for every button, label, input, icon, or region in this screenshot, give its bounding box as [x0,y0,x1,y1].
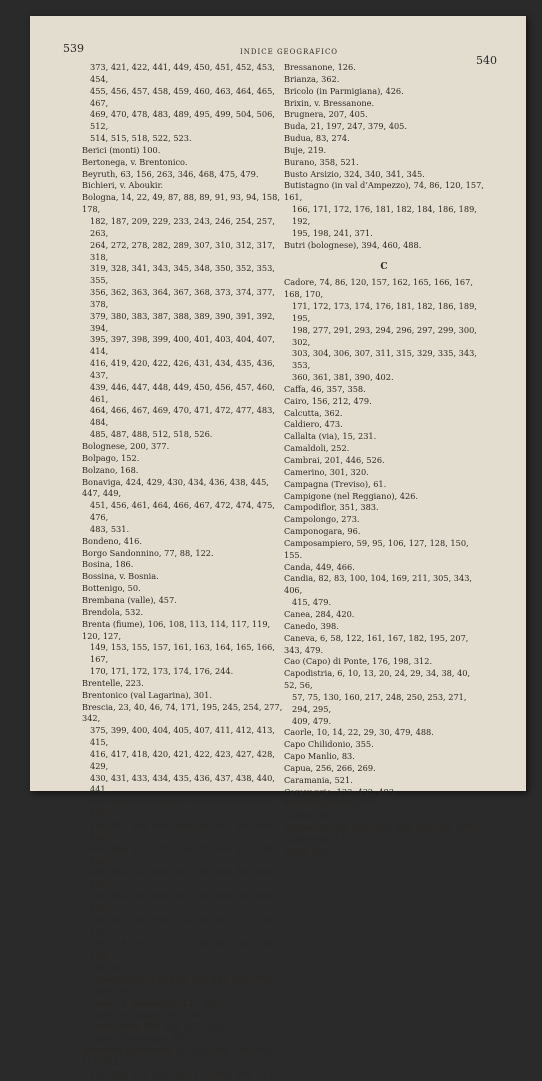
index-entry-line: Campigone (nel Reggiano), 426. [284,490,419,501]
index-entry-line: » porta S. Alessandro, 437, 445. [88,997,222,1008]
index-entry [284,384,484,396]
index-entry-line: 418, 419, 421, 422, 425, 477, 481, 494, 512. [90,1068,275,1079]
index-entry [82,453,284,465]
index-entry [284,431,484,443]
index-entry-line: Capodistria, 6, 10, 13, 20, 24, 29, 34, 38, 40, 52, 56, [284,668,471,691]
index-entry [82,192,284,441]
index-entry-line: 182, 187, 209, 229, 233, 243, 246, 254, 257, 263, [90,215,275,238]
index-entry-line: Buje, 219. [284,144,327,155]
index-entry-line: 518, 519, 520, 522, 523, 524, 525, 526, 528, 529, [90,938,275,961]
index-entry-line: Brentonico (val Lagarina), 301. [82,689,212,700]
index-entry [82,145,284,157]
index-entry-line: 455, 456, 457, 458, 459, 460, 463, 464, 465, 467, [90,85,275,108]
index-entry-line: Caramania, 521. [284,774,353,785]
index-entry-line: Carpenedo, 117. [284,834,353,844]
index-entry [82,690,284,702]
index-entry-line: Brembana (valle), 457. [82,594,177,605]
index-entry-line: Cadore, 74, 86, 120, 157, 162, 165, 166, 167, 168, 170, [284,277,473,300]
index-entry [284,74,484,86]
running-header: INDICE GEOGRAFICO [240,48,339,56]
index-entry-line: 485, 487, 488, 512, 518, 526. [90,429,213,440]
index-entry-line: » porta S. Nazaro, 505, 508, 510. [88,1009,227,1020]
index-entry-line: Capo Manlio, 83. [284,751,355,762]
index-entry [82,548,284,560]
index-entry-line: Caorle, 10, 14, 22, 29, 30, 479, 488. [284,727,434,738]
index-entry-line: 483, 531. [90,523,130,534]
index-entry-line: 416, 419, 420, 422, 426, 431, 434, 435, 436, 437, [90,358,275,380]
index-entry-line: Bolzano, 168. [82,464,139,475]
index-entry [82,998,284,1010]
index-entry-line: Bonaviga, 424, 429, 430, 434, 436, 438, 445, 447, 449, [82,476,269,499]
page-number-right: 540 [476,54,497,67]
index-entry-line: 373, 421, 422, 441, 449, 450, 451, 452, 453, 454, [90,62,275,84]
index-entry-line: 171, 172, 173, 174, 176, 181, 182, 186, 189, 195, [292,301,477,323]
index-entry [82,595,284,607]
index-entry [82,1045,284,1081]
index-entry [284,121,484,133]
index-entry-line: Carlino, 31. [284,810,333,821]
index-entry-line: Butistagno (in val d’Ampezzo), 74, 86, 120, 157, 161, [284,180,484,203]
index-entry-line: 451, 456, 461, 464, 466, 467, 472, 474, 475, 476, [90,500,275,523]
index-entry-line: Bresciana (provincia), 36, 181, 206, 209, 244, 411, 412, [82,1045,273,1067]
index-entry-line: Brendola, 532. [82,606,144,617]
index-entry [284,443,484,455]
index-entry-line: Capo Chilidonio, 355. [284,739,374,750]
index-entry [82,441,284,453]
index-entry [284,668,484,727]
index-entry [284,573,484,609]
index-entry-line: 395, 397, 398, 399, 400, 401, 403, 404, 407, 414, [90,334,275,357]
index-entry-line: Bolpago, 152. [82,452,140,463]
index-entry-line: Borgo Sandonnino, 77, 88, 122. [82,547,214,558]
index-entry-line: Cambrai, 201, 446, 526. [284,455,385,465]
index-entry-line: 456, 457, 458, 459, 460, 461, 463, 464, 465, 466, [90,820,275,842]
right-index-column [284,62,484,858]
index-entry-line: 319, 328, 341, 343, 345, 348, 350, 352, 353, 355, [90,263,275,286]
index-entry-line: Bressanone, 126. [284,62,356,72]
index-entry [284,396,484,408]
index-entry [284,633,484,657]
index-entry [284,109,484,121]
index-entry [284,491,484,503]
index-entry [284,514,484,526]
index-entry [284,479,484,491]
index-entry-line: Canda, 449, 466. [284,561,355,572]
index-entry [284,621,484,633]
index-entry-line: 430, 431, 433, 434, 435, 436, 437, 438, 440, 441, [90,772,275,795]
index-entry [284,798,484,810]
index-entry [284,739,484,751]
index-entry-line: Brugnera, 207, 405. [284,109,368,120]
index-entry-line: 375, 399, 400, 404, 405, 407, 411, 412, 413, 415, [90,725,275,748]
left-index-column [82,62,284,1081]
index-entry [284,86,484,98]
index-entry [82,619,284,678]
index-entry-line: 303, 304, 306, 307, 311, 315, 329, 335, 343, 353, [292,348,477,371]
index-entry-line: 149, 153, 155, 157, 161, 163, 164, 165, 166, 167, [90,642,275,665]
index-entry-line: 360, 361, 381, 390, 402. [292,372,394,383]
index-entry [284,656,484,668]
index-entry-line: Camaldoli, 252. [284,443,350,454]
index-entry [284,834,484,846]
index-entry-line: 514, 515, 518, 522, 523. [90,133,192,144]
index-entry-line: Carpi, 407. [284,845,331,856]
index-entry [284,157,484,169]
index-entry-line: Burano, 358, 521. [284,156,359,167]
index-entry [82,678,284,690]
index-entry-line: Beyruth, 63, 156, 263, 346, 468, 475, 479. [82,168,259,179]
index-entry [82,1010,284,1022]
index-entry-line: 415, 479. [292,597,332,608]
index-entry-line: 57, 75, 130, 160, 217, 248, 250, 253, 271, 294, 295, [292,691,467,714]
index-entry-line: 170, 171, 172, 173, 174, 176, 244. [90,666,234,677]
index-entry-line: Caneva, 6, 58, 122, 161, 167, 182, 195, 207, 343, 479. [284,632,469,655]
index-entry-line: Caldiero, 473. [284,419,343,430]
index-entry-line: 198, 277, 291, 293, 294, 296, 297, 299, 300, 302, [292,324,477,347]
index-entry-line: Camerino, 301, 320. [284,466,369,477]
index-entry [284,846,484,858]
index-entry-line: Canea, 284, 420. [284,608,355,619]
index-entry-line: 493, 494, 495, 496, 497, 498, 499, 501, 503, 504, [90,891,275,913]
index-entry [284,609,484,621]
index-entry-line: Busto Arsizio, 324, 340, 341, 345. [284,168,425,179]
index-entry-line: Butri (bolognese), 394, 460, 488. [284,239,422,250]
index-entry-line: Brentelle, 223. [82,677,144,688]
index-entry-line: Brescia, 23, 40, 46, 74, 171, 195, 245, 254, 277, 342, [82,701,283,724]
index-entry [284,502,484,514]
index-entry [82,583,284,595]
index-entry-line: Carian (Caerano), 171. [284,798,380,809]
index-entry-line: Cao (Capo) di Ponte, 176, 198, 312. [284,656,433,667]
index-entry [284,822,484,834]
index-entry-line: Bichieri, v. Aboukir. [82,180,164,191]
index-entry [284,98,484,110]
index-entry [284,408,484,420]
index-entry-line: 264, 272, 278, 282, 289, 307, 310, 312, 317, 318, [90,239,275,262]
index-entry-line: Calcutta, 362. [284,407,343,418]
index-entry [82,1033,284,1045]
index-entry-line: » porta Torrelunga, 507. [88,1033,190,1044]
index-entry-line: Bosina, 186. [82,559,134,570]
index-entry-line: Capua, 256, 266, 269. [284,762,376,773]
page-number-left: 539 [63,42,84,55]
index-entry-line: Carnia, 35, 221, 230, 232, 295, 296, 381, 390. [284,822,476,833]
index-entry [82,477,284,536]
index-entry-line: Brenta (fiume), 106, 108, 113, 114, 117, 119, 120, 127, [82,618,271,641]
index-entry [284,562,484,574]
index-entry-line: Bologna, 14, 22, 49, 87, 88, 89, 91, 93, 94, 158, 178, [82,192,280,215]
index-entry [284,810,484,822]
index-entry-line: Campodiflor, 351, 383. [284,502,379,513]
index-entry-line: 467, 469, 470, 472, 474, 475, 476, 477, 478, 480, [90,843,275,866]
index-entry-line: 409, 479. [292,715,332,726]
index-entry [284,727,484,739]
index-entry [82,180,284,192]
index-entry-line: 195, 198, 241, 371. [292,227,373,238]
index-entry [284,419,484,431]
index-entry-line: Camposampiero, 59, 95, 106, 127, 128, 150, 155. [284,537,469,560]
index-entry [82,974,284,998]
index-entry-line: 506, 507, 508, 509, 510, 511, 512, 513, 514, 517, [90,914,275,937]
index-entry [284,180,484,239]
index-entry-line: Berici (monti) 100. [82,144,161,155]
index-entry-line: 464, 466, 467, 469, 470, 471, 472, 477, 483, 484, [90,405,275,428]
index-entry-line: Bolognese, 200, 377. [82,441,170,451]
index-entry-line: Callalta (via), 15, 231. [284,431,377,442]
index-entry-line: 356, 362, 363, 364, 367, 368, 373, 374, 377, 378, [90,287,275,309]
index-entry [284,240,484,252]
index-entry-line: Caravaggio, 133, 432, 483. [284,786,397,797]
index-entry-line: Brixin, v. Bressanone. [284,97,375,108]
index-entry-line: 416, 417, 418, 420, 421, 422, 423, 427, 428, 429, [90,748,275,771]
index-entry-line: Bossina, v. Bosnia. [82,571,159,582]
index-entry-line: 439, 446, 447, 448, 449, 450, 456, 457, 460, 461, [90,381,275,404]
index-entry-line: 481, 482, 483, 484, 487, 488, 489, 490, 491, 492, [90,867,275,890]
index-entry-line: » (castello di), 438, 439, 445, 481, 484, 489, [88,973,273,984]
index-entry-line: » porta delle Pile, 444, 507, 510. [88,1021,224,1032]
index-entry [284,538,484,562]
index-entry [82,157,284,169]
index-entry-line: Bertonega, v. Brentonico. [82,156,188,167]
index-entry [82,559,284,571]
index-entry-line: 442, 444, 445, 446, 447, 448, 449, 450, 451, 452, [90,796,275,819]
index-entry [284,277,484,384]
index-entry [284,775,484,787]
index-entry-line: Bottenigo, 50. [82,583,141,594]
index-entry-line: Brianza, 362. [284,73,340,84]
index-entry-line: Campolongo, 273. [284,514,360,525]
index-entry [284,751,484,763]
index-entry [82,1021,284,1033]
index-entry [284,467,484,479]
index-entry [284,787,484,799]
index-entry [82,702,284,974]
index-entry [284,169,484,181]
index-entry-line: Buda, 21, 197, 247, 379, 405. [284,121,407,132]
index-entry [82,536,284,548]
index-entry-line: Bondeno, 416. [82,535,142,546]
index-entry-line: Campagna (Treviso), 61. [284,478,387,489]
index-entry-line: Cairo, 156, 212, 479. [284,395,372,406]
index-entry [82,571,284,583]
index-entry [284,133,484,145]
index-entry-line: Candia, 82, 83, 100, 104, 169, 211, 305, 343, 406, [284,573,473,596]
index-entry-line: 379, 380, 383, 387, 388, 389, 390, 391, 392, 394, [90,310,275,333]
index-entry [284,526,484,538]
index-entry [82,465,284,477]
index-entry-line: Canedo, 398. [284,620,339,631]
index-entry [284,455,484,467]
book-page [30,16,526,1079]
section-letter: C [380,261,388,272]
index-entry [82,169,284,181]
index-entry-line: 166, 171, 172, 176, 181, 182, 184, 186, 189, 192, [292,204,477,226]
index-entry [284,145,484,157]
index-entry-line: 469, 470, 478, 483, 489, 495, 499, 504, 506, 512, [90,109,275,132]
index-entry [284,763,484,775]
index-entry-line: Bricolo (in Parmigiana), 426. [284,85,404,96]
index-entry-line: Camponogara, 96. [284,526,361,537]
index-entry-line: 491, 494. [96,985,136,996]
index-entry-line: 530, 531, 532. [90,962,150,973]
index-entry-line: Budua, 83, 274. [284,133,350,144]
index-entry [82,62,284,145]
index-entry [284,62,484,74]
index-entry [82,607,284,619]
index-entry-line: Caffa, 46, 357, 358. [284,383,366,394]
